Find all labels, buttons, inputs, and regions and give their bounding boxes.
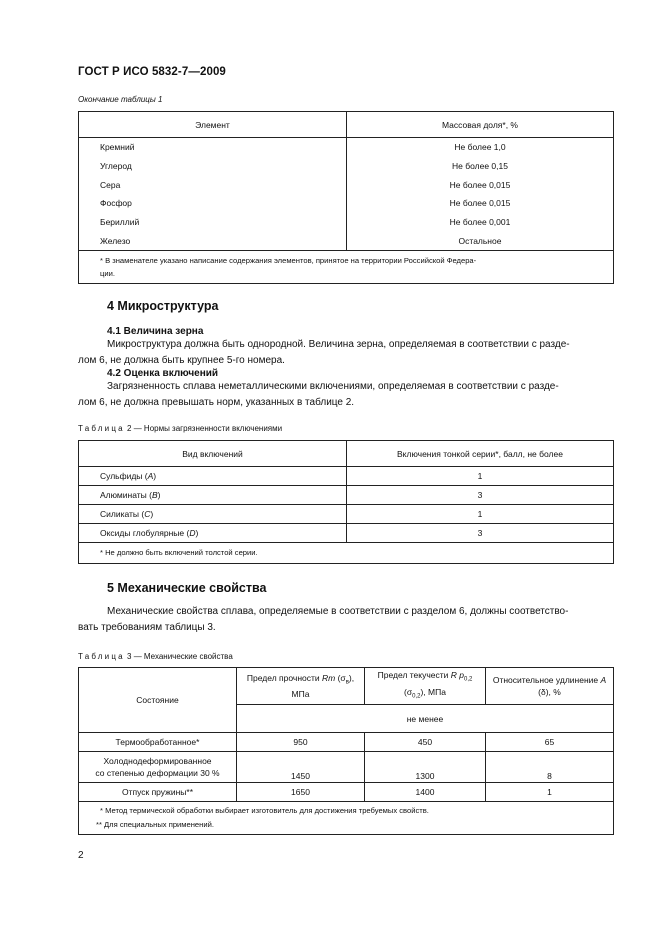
inclusion-letter: B <box>151 490 158 500</box>
inclusion-name: Сульфиды <box>100 471 143 481</box>
table3-footnote2: ** Для специальных применений. <box>96 820 214 829</box>
table3-header-elongation <box>486 668 614 705</box>
elongation-unit: (δ), % <box>538 687 561 697</box>
strength-subscript: в <box>345 679 349 686</box>
table-row <box>79 176 614 194</box>
table3-strength: 1450 <box>237 752 365 783</box>
table2-header-score: Включения тонкой серии*, балл, не более <box>347 441 614 467</box>
section-5-line2: вать требованиям таблицы 3. <box>78 622 216 633</box>
table3-elongation: 8 <box>486 752 614 783</box>
table-row <box>79 486 614 505</box>
table1-footnote-line2: ции. <box>100 269 115 278</box>
table1 <box>78 111 614 284</box>
table2-caption <box>78 424 282 433</box>
table3-caption-text: 3 — Механические свойства <box>127 652 233 661</box>
section-5-title: 5 Механические свойства <box>107 581 267 595</box>
section-5-line1: Механические свойства сплава, определяемые в соответствии с разделом 6, должны соответство- <box>107 606 569 617</box>
table3-state: Термообработанное* <box>79 733 237 752</box>
section-5-text <box>78 604 614 636</box>
table3-caption-label: Таблица <box>78 652 125 661</box>
table1-element: Бериллий <box>79 213 347 232</box>
table2-value: 1 <box>347 467 614 486</box>
table1-value: Не более 0,015 <box>347 194 614 213</box>
table3-header-state: Состояние <box>79 668 237 733</box>
table-row <box>79 524 614 543</box>
table3-state: Отпуск пружины** <box>79 783 237 802</box>
table2-value: 3 <box>347 486 614 505</box>
inclusion-name: Силикаты <box>100 509 140 519</box>
table1-footnote-line1: * В знаменателе указано написание содержания элементов, принятое на территории Российской Федера- <box>100 256 477 265</box>
table2-value: 3 <box>347 524 614 543</box>
table1-footnote <box>79 251 614 284</box>
page-number: 2 <box>78 850 84 861</box>
section-4-2-line1: Загрязненность сплава неметаллическими включениями, определяемая в соответствии с разде- <box>107 381 559 392</box>
table-row <box>79 157 614 176</box>
table3 <box>78 667 614 835</box>
inclusion-letter: C <box>144 509 151 519</box>
table2-caption-text: 2 — Нормы загрязненности включениями <box>127 424 283 433</box>
table2-name: Оксиды глобулярные (D) <box>79 524 347 543</box>
table3-strength: 950 <box>237 733 365 752</box>
table1-value: Не более 0,15 <box>347 157 614 176</box>
table-row <box>79 232 614 251</box>
table2-name: Силикаты (C) <box>79 505 347 524</box>
table1-value: Не более 1,0 <box>347 138 614 157</box>
table-row <box>79 213 614 232</box>
section-4-2-title: 4.2 Оценка включений <box>107 368 219 379</box>
inclusion-letter: D <box>189 528 196 538</box>
table1-header-mass: Массовая доля*, % <box>347 112 614 138</box>
elongation-label: Относительное удлинение <box>492 675 601 685</box>
table2-footnote: * Не должно быть включений толстой серии. <box>79 543 614 564</box>
table-row <box>79 467 614 486</box>
inclusion-letter: A <box>147 471 154 481</box>
table3-elongation: 65 <box>486 733 614 752</box>
table-row <box>79 505 614 524</box>
yield-unit: ), МПа <box>420 687 446 697</box>
inclusion-name: Алюминаты <box>100 490 147 500</box>
table3-caption <box>78 652 233 661</box>
state-line1: Холоднодеформированное <box>103 756 212 766</box>
table1-value: Не более 0,001 <box>347 213 614 232</box>
table1-element: Кремний <box>79 138 347 157</box>
table3-footnotes <box>79 802 614 835</box>
table1-value: Не более 0,015 <box>347 176 614 194</box>
table-row <box>79 783 614 802</box>
document-header: ГОСТ Р ИСО 5832-7—2009 <box>78 66 226 78</box>
yield-subscript: 0,2 <box>464 677 473 683</box>
table2-caption-label: Таблица <box>78 424 125 433</box>
table3-yield: 1400 <box>365 783 486 802</box>
table-row <box>79 194 614 213</box>
table2-value: 1 <box>347 505 614 524</box>
table1-element: Железо <box>79 232 347 251</box>
table3-yield: 450 <box>365 733 486 752</box>
section-4-2-line2: лом 6, не должна превышать норм, указанных в таблице 2. <box>78 397 355 408</box>
section-4-1-text <box>78 337 614 369</box>
strength-unit: МПа <box>291 689 310 700</box>
table3-yield: 1300 <box>365 752 486 783</box>
table2 <box>78 440 614 564</box>
strength-symbol: Rm <box>322 672 336 683</box>
table3-header-min: не менее <box>237 705 614 733</box>
table-row <box>79 138 614 157</box>
table-row <box>79 752 614 783</box>
table3-elongation: 1 <box>486 783 614 802</box>
state-line2: со степенью деформации 30 % <box>95 768 220 778</box>
section-4-1-line1: Микроструктура должна быть однородной. Величина зерна, определяемая в соответствии с разде- <box>107 339 570 350</box>
table3-strength: 1650 <box>237 783 365 802</box>
inclusion-name: Оксиды глобулярные <box>100 528 185 538</box>
table1-value: Остальное <box>347 232 614 251</box>
table3-state <box>79 752 237 783</box>
yield-sigma: (σ <box>404 687 413 697</box>
table3-footnote1: * Метод термической обработки выбирает изготовитель для достижения требуемых свойств. <box>100 806 429 815</box>
yield-symbol: R p <box>450 670 464 681</box>
yield-sigma-subscript: 0,2 <box>412 693 421 700</box>
strength-label: Предел прочности <box>246 672 322 683</box>
table1-header-element: Элемент <box>79 112 347 138</box>
table1-element: Фосфор <box>79 194 347 213</box>
section-4-1-line2: лом 6, не должна быть крупнее 5-го номера. <box>78 355 285 366</box>
strength-close: ), <box>348 672 355 683</box>
yield-label: Предел текучести <box>377 670 451 681</box>
table2-name: Алюминаты (B) <box>79 486 347 505</box>
table3-header-yield <box>365 668 486 705</box>
strength-sigma: (σ <box>335 672 346 683</box>
elongation-symbol: A <box>600 675 607 685</box>
section-4-2-text <box>78 379 614 411</box>
section-4-1-title: 4.1 Величина зерна <box>107 326 204 337</box>
table2-header-kind: Вид включений <box>79 441 347 467</box>
section-4-title: 4 Микроструктура <box>107 299 219 313</box>
table1-caption: Окончание таблицы 1 <box>78 95 163 104</box>
table-row <box>79 733 614 752</box>
table1-element: Углерод <box>79 157 347 176</box>
table2-name: Сульфиды (A) <box>79 467 347 486</box>
table3-header-strength <box>237 668 365 705</box>
table1-element: Сера <box>79 176 347 194</box>
